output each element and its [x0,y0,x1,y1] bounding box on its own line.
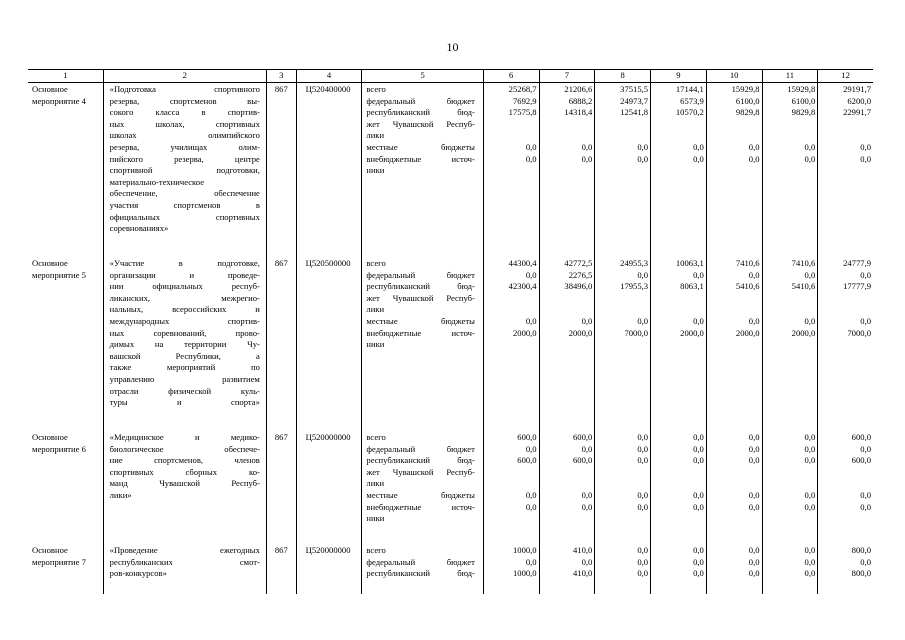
header-cell: 10 [707,70,763,82]
event-name: Основное мероприятие 5 [28,257,104,431]
value-cell: 0,0 0,0 0,0 0,0 0,0 [651,431,707,544]
value-cell: 7410,6 0,0 5410,6 0,0 2000,0 [763,257,819,431]
value-cell: 17144,1 6573,9 10570,2 0,0 0,0 [651,83,707,257]
event-description: «Подготовка спортивного резерва, спортсменов вы- сокого класса в спортив- ных школах, спортивных школах олимпийского резерва, училищах олим- пийского резерва, центре спортивной подготовки, материально-техническое обеспечение, обеспечение участия спортсменов в официальных спортивных соревнованиях» [104,83,267,257]
header-cell: 2 [104,70,267,82]
event-description: «Проведение ежегодных республиканских смот- ров-конкурсов» [104,544,267,594]
gr-code: 867 [267,544,297,594]
value-cell: 37515,5 24973,7 12541,8 0,0 0,0 [595,83,651,257]
funding-sources: всего федеральный бюджет республиканский бюд- жет Чувашской Респуб- лики местные бюджеты внебюджетные источ- ники [362,83,483,257]
value-cell: 0,0 0,0 0,0 [651,544,707,594]
budget-code: Ц520500000 [297,257,363,431]
value-cell: 25268,7 7692,9 17575,8 0,0 0,0 [484,83,540,257]
header-cell: 6 [484,70,540,82]
value-cell: 600,0 0,0 600,0 0,0 0,0 [540,431,596,544]
table-row [28,431,873,544]
page-number: 10 [446,40,459,54]
funding-sources: всего федеральный бюджет республиканский бюд- жет Чувашской Респуб- лики местные бюджеты внебюджетные источ- ники [362,257,483,431]
event-description: «Участие в подготовке, организации и проведе- нии официальных респуб- ликанских, межрегио- нальных, всероссийских и международных спортив- ных соревнований, прово- димых на территории Чу- вашской Республики, а также мероприятий по управлению развитием отрасли физической куль- туры и спорта» [104,257,267,431]
value-cell: 42772,5 2276,5 38496,0 0,0 2000,0 [540,257,596,431]
value-cell: 7410,6 0,0 5410,6 0,0 2000,0 [707,257,763,431]
budget-code: Ц520400000 [297,83,363,257]
value-cell: 800,0 0,0 800,0 [851,545,872,579]
value-cell: 21206,6 6888,2 14318,4 0,0 0,0 [540,83,596,257]
value-cell: 29191,7 6200,0 22991,7 0,0 0,0 [843,84,872,164]
header-cell: 1 [28,70,104,82]
table-row [28,257,873,431]
value-cell: 600,0 0,0 600,0 0,0 0,0 [484,431,540,544]
gr-code: 867 [267,257,297,431]
event-name: Основное мероприятие 6 [28,431,104,544]
value-cell: 0,0 0,0 0,0 0,0 0,0 [763,431,819,544]
value-cell: 600,0 0,0 600,0 0,0 0,0 [851,432,872,512]
header-cell: 12 [841,70,850,80]
table-row [28,544,873,594]
header-cell: 8 [595,70,651,82]
value-cell: 24777,9 0,0 17777,9 0,0 7000,0 [843,258,872,338]
value-cell: 410,0 0,0 410,0 [540,544,596,594]
value-cell: 44300,4 0,0 42300,4 0,0 2000,0 [484,257,540,431]
header-cell: 9 [651,70,707,82]
budget-table [28,69,873,594]
value-cell: 15929,8 6100,0 9829,8 0,0 0,0 [763,83,819,257]
header-cell: 4 [297,70,363,82]
budget-code: Ц520000000 [297,544,363,594]
budget-code: Ц520000000 [297,431,363,544]
header-cell: 7 [540,70,596,82]
value-cell: 0,0 0,0 0,0 [763,544,819,594]
value-cell: 0,0 0,0 0,0 0,0 0,0 [595,431,651,544]
event-name: Основное мероприятие 7 [28,544,104,594]
funding-sources: всего федеральный бюджет республиканский бюд- [362,544,483,594]
value-cell: 24955,3 0,0 17955,3 0,0 7000,0 [595,257,651,431]
gr-code: 867 [267,431,297,544]
event-name: Основное мероприятие 4 [28,83,104,257]
value-cell: 1000,0 0,0 1000,0 [484,544,540,594]
funding-sources: всего федеральный бюджет республиканский бюд- жет Чувашской Респуб- лики местные бюджеты внебюджетные источ- ники [362,431,483,544]
value-cell: 0,0 0,0 0,0 0,0 0,0 [707,431,763,544]
table-header-row [28,69,873,83]
header-cell: 3 [267,70,297,82]
value-cell: 15929,8 6100,0 9829,8 0,0 0,0 [707,83,763,257]
header-cell: 5 [362,70,483,82]
value-cell: 10063,1 0,0 8063,1 0,0 2000,0 [651,257,707,431]
value-cell: 0,0 0,0 0,0 [595,544,651,594]
table-row [28,83,873,257]
event-description: «Медицинское и медико- биологическое обеспече- ние спортсменов, членов спортивных сборных ко- манд Чувашской Респуб- лики» [104,431,267,544]
value-cell: 0,0 0,0 0,0 [707,544,763,594]
gr-code: 867 [267,83,297,257]
header-cell: 11 [763,70,819,82]
